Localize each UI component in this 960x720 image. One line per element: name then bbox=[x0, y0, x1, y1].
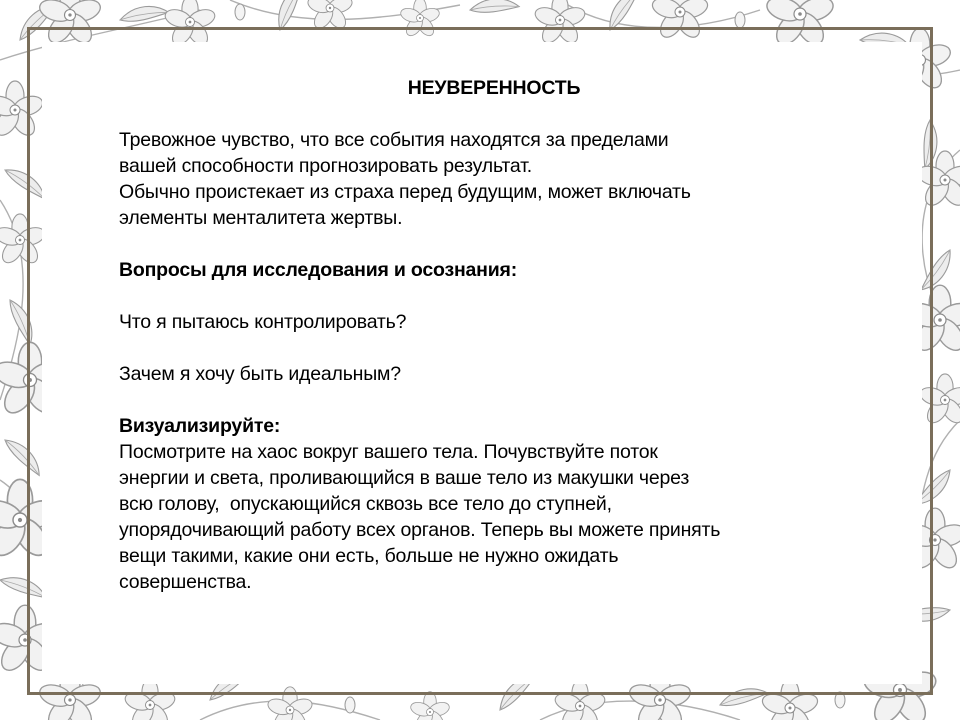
spacer bbox=[119, 387, 899, 413]
spacer bbox=[119, 283, 899, 309]
spacer bbox=[119, 335, 899, 361]
visualize-heading: Визуализируйте: bbox=[119, 415, 281, 437]
question-item: Что я пытаюсь контролировать? bbox=[119, 311, 407, 333]
question-item: Зачем я хочу быть идеальным? bbox=[119, 363, 401, 385]
questions-heading: Вопросы для исследования и осознания: bbox=[119, 259, 518, 281]
definition-line: вашей способности прогнозировать результат. bbox=[119, 155, 532, 177]
visualize-line: совершенства. bbox=[119, 571, 252, 593]
definition-line: Обычно проистекает из страха перед будущим, может включать bbox=[119, 181, 691, 203]
visualize-line: энергии и света, проливающийся в ваше тело из макушки через bbox=[119, 467, 690, 489]
document-body bbox=[119, 75, 899, 595]
visualize-line: Посмотрите на хаос вокруг вашего тела. Почувствуйте поток bbox=[119, 441, 658, 463]
definition-line: Тревожное чувство, что все события находятся за пределами bbox=[119, 129, 669, 151]
visualize-line: всю голову, опускающийся сквозь все тело до ступней, bbox=[119, 493, 612, 515]
spacer bbox=[119, 231, 899, 257]
visualize-line: вещи такими, какие они есть, больше не нужно ожидать bbox=[119, 545, 619, 567]
definition-line: элементы менталитета жертвы. bbox=[119, 207, 403, 229]
document-title: НЕУВЕРЕННОСТЬ bbox=[407, 77, 581, 99]
visualize-line: упорядочивающий работу всех органов. Теперь вы можете принять bbox=[119, 519, 721, 541]
